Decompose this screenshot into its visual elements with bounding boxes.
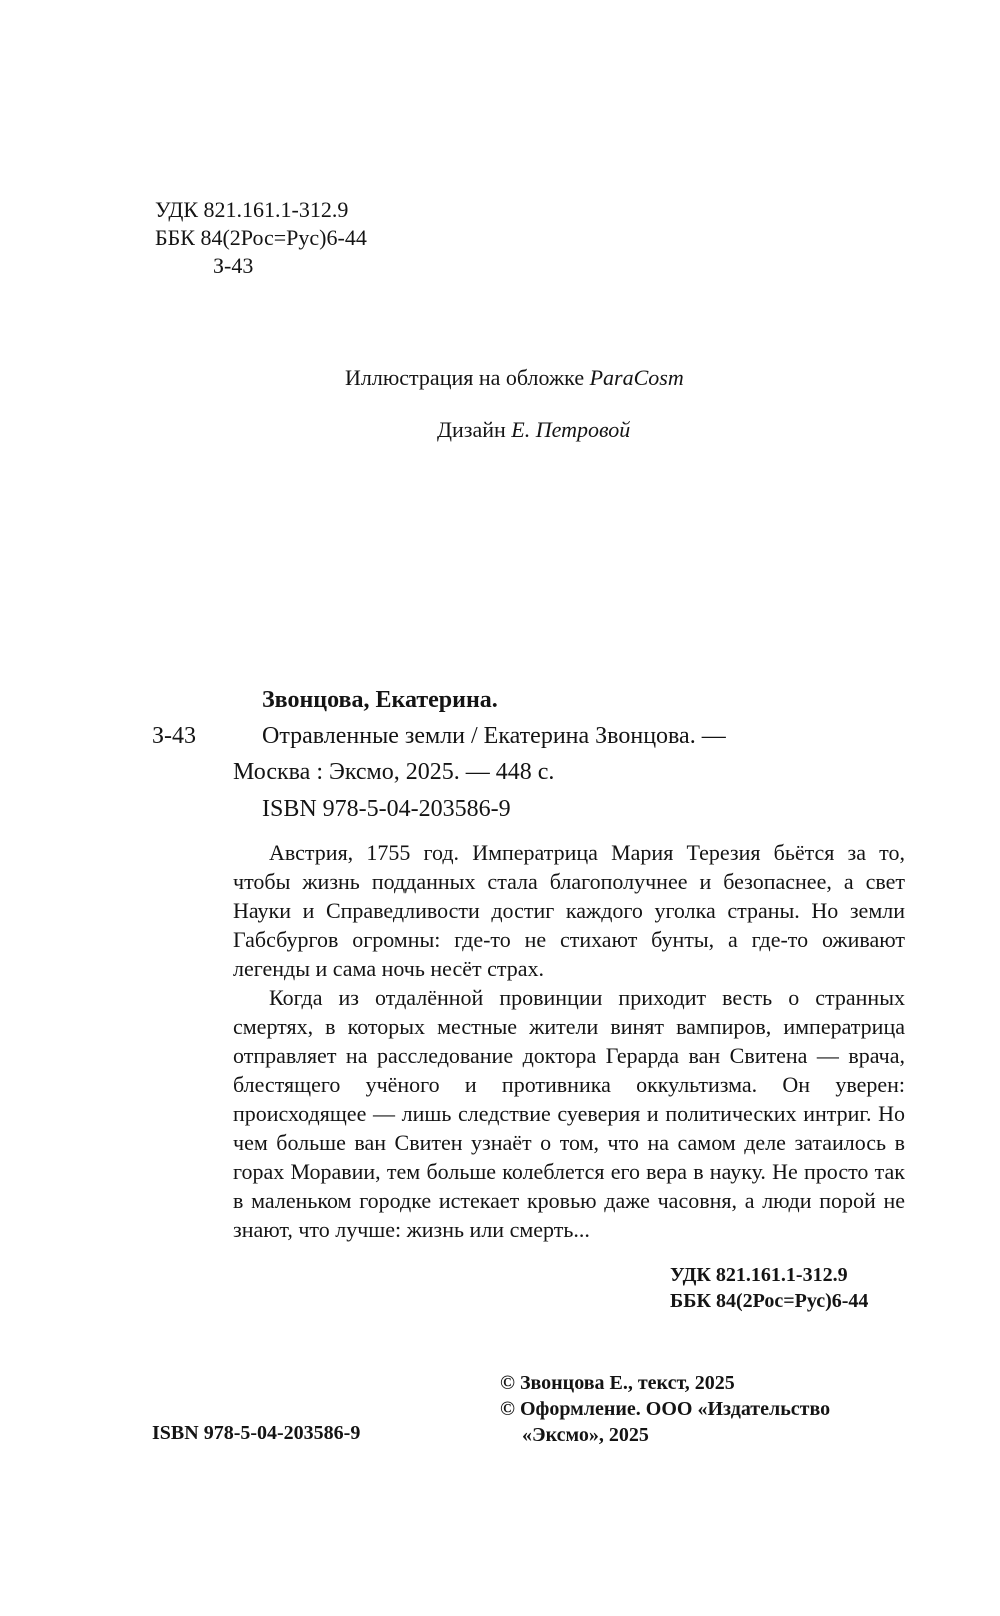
entry-isbn: ISBN 978-5-04-203586-9 — [262, 796, 511, 822]
footer-isbn: ISBN 978-5-04-203586-9 — [152, 1422, 361, 1444]
entry-title-line2: Москва : Эксмо, 2025. — 448 с. — [233, 759, 555, 785]
annotation — [233, 838, 905, 1244]
illustration-credit — [345, 364, 684, 392]
annotation-paragraph-2: Когда из отдалённой провинции приходит весть о странных смертях, в которых местные жители винят вампиров, императрица отправляет на расследование доктора Герарда ван Свитена — врача, блестящего учёного и противника оккультизма. Он уверен: происходящее — лишь следствие суеверия и политических интриг. Но чем больше ван Свитен узнаёт о том, что на самом деле затаилось в горах Моравии, тем больше колеблется его вера в науку. Не просто так в маленьком городке истекает кровью даже часовня, а люди порой не знают, что лучше: жизнь или смерть... — [233, 985, 905, 1242]
design-credit — [437, 416, 630, 444]
top-author-mark: З-43 — [213, 253, 254, 278]
entry-author-mark: З-43 — [152, 723, 197, 749]
top-classification-codes — [155, 196, 367, 280]
design-name: Е. Петровой — [511, 417, 631, 442]
entry-author: Звонцова, Екатерина. — [262, 687, 498, 713]
design-label: Дизайн — [437, 417, 506, 442]
top-bbk-code: ББК 84(2Рос=Рус)6-44 — [155, 225, 367, 250]
copyright-text: © Звонцова Е., текст, 2025 — [500, 1372, 735, 1394]
annotation-paragraph-1: Австрия, 1755 год. Императрица Мария Терезия бьётся за то, чтобы жизнь подданных стала благополучнее и безопаснее, а свет Науки и Справедливости достиг каждого уголка страны. Но земли Габсбургов огромны: где-то не стихают бунты, а где-то оживают легенды и сама ночь несёт страх. — [233, 840, 905, 981]
bottom-udk-code: УДК 821.161.1-312.9 — [670, 1264, 848, 1286]
copyright-block — [500, 1370, 830, 1448]
illustration-label: Иллюстрация на обложке — [345, 365, 585, 390]
copyright-design-line2: «Эксмо», 2025 — [522, 1424, 649, 1446]
entry-title-line1: Отравленные земли / Екатерина Звонцова. — — [262, 723, 726, 749]
illustration-name: ParaCosm — [589, 365, 684, 390]
copyright-design-line1: © Оформление. ООО «Издательство — [500, 1398, 831, 1420]
bottom-classification-codes — [670, 1262, 868, 1314]
top-udk-code: УДК 821.161.1-312.9 — [155, 197, 349, 222]
bottom-bbk-code: ББК 84(2Рос=Рус)6-44 — [670, 1290, 869, 1312]
